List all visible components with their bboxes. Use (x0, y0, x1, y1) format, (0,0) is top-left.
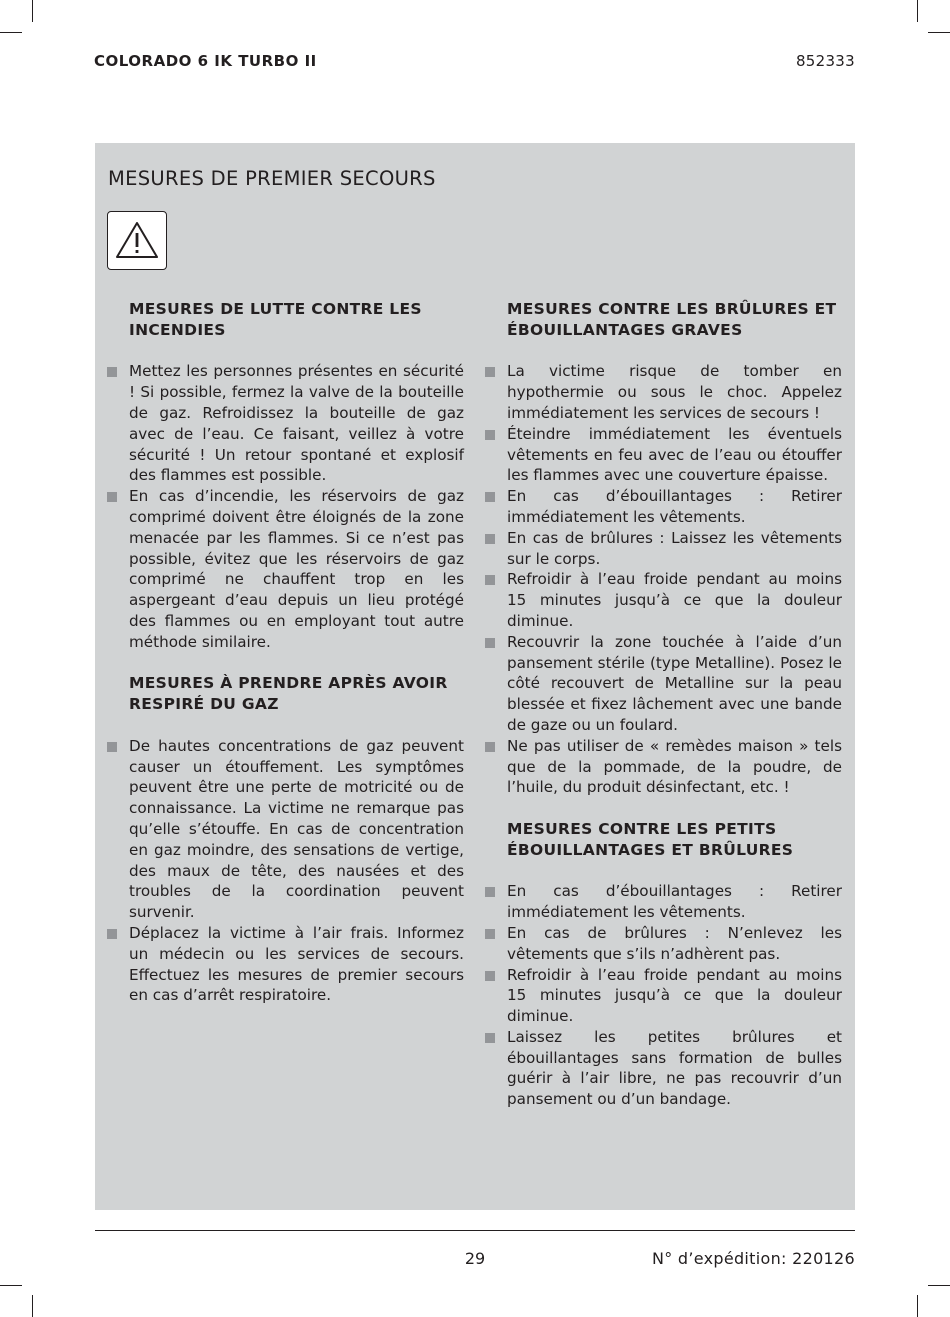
crop-mark (917, 0, 918, 22)
panel-title: MESURES DE PREMIER SECOURS (108, 167, 436, 190)
crop-mark (928, 1285, 950, 1286)
list-item: Refroidir à l’eau froide pendant au moins 15 minutes jusqu’à ce que la douleur diminue. (484, 965, 842, 1027)
right-column (484, 299, 842, 1110)
section-title (106, 673, 464, 715)
left-column (106, 299, 464, 1006)
list-item: La victime risque de tomber en hypothermie ou sous le choc. Appelez immédiatement les services de secours ! (484, 361, 842, 423)
list-item: De hautes concentrations de gaz peuvent causer un étouffement. Les symptômes peuvent être une perte de motricité ou de connaissance. La victime ne remarque pas qu’elle s’étouffe. En cas de concentration en gaz moindre, des sensations de vertige, des maux de tête, des nausées et des troubles de la coordination peuvent survenir. (106, 736, 464, 923)
section-title (484, 819, 842, 861)
section-title (106, 299, 464, 341)
shipment-number: N° d’expédition: 220126 (651, 1249, 855, 1268)
list-item: En cas d’incendie, les réservoirs de gaz comprimé doivent être éloignés de la zone menacée par les flammes. Si ce n’est pas possible, évitez que les réservoirs de gaz comprimé ne chauffent trop en les aspergeant d’eau depuis un lieu protégé des flammes ou en employant tout autre méthode similaire. (106, 486, 464, 652)
list-item: Déplacez la victime à l’air frais. Informez un médecin ou les services de secours. Effectuez les mesures de premier secours en cas d’arrêt respiratoire. (106, 923, 464, 1006)
bullet-list (106, 361, 464, 652)
bullet-list (106, 736, 464, 1006)
page-number: 29 (464, 1249, 486, 1268)
section-title-line: ÉBOUILLANTAGES ET BRÛLURES (507, 840, 794, 859)
list-item: Recouvrir la zone touchée à l’aide d’un pansement stérile (type Metalline). Posez le côté recouvert de Metalline sur la peau blessée et fixez lâchement avec une bande de gaze ou un foulard. (484, 632, 842, 736)
section-title-line: INCENDIES (129, 320, 226, 339)
list-item: En cas d’ébouillantages : Retirer immédiatement les vêtements. (484, 486, 842, 528)
header-model-name: COLORADO 6 IK TURBO II (94, 52, 317, 70)
section-title (484, 299, 842, 341)
crop-mark (0, 32, 22, 33)
section-title-line: MESURES CONTRE LES BRÛLURES ET (507, 300, 837, 318)
list-item: En cas d’ébouillantages : Retirer immédiatement les vêtements. (484, 881, 842, 923)
section-title-line: MESURES DE LUTTE CONTRE LES (129, 300, 422, 318)
list-item: En cas de brûlures : N’enlevez les vêtements que s’ils n’adhèrent pas. (484, 923, 842, 965)
crop-mark (917, 1295, 918, 1317)
list-item: Éteindre immédiatement les éventuels vêtements en feu avec de l’eau ou étouffer les flammes avec une couverture épaisse. (484, 424, 842, 486)
bullet-list (484, 881, 842, 1110)
first-aid-panel (95, 143, 855, 1210)
bullet-list (484, 361, 842, 798)
section-title-line: MESURES CONTRE LES PETITS (507, 819, 777, 838)
footer-divider (95, 1230, 855, 1231)
warning-triangle-icon (107, 211, 167, 270)
list-item: Ne pas utiliser de « remèdes maison » tels que de la pommade, de la poudre, de l’huile, du produit désinfectant, etc. ! (484, 736, 842, 798)
crop-mark (928, 32, 950, 33)
crop-mark (0, 1285, 22, 1286)
section-title-line: MESURES À PRENDRE APRÈS AVOIR (129, 674, 448, 693)
list-item: En cas de brûlures : Laissez les vêtements sur le corps. (484, 528, 842, 570)
crop-mark (32, 0, 33, 22)
section-title-line: RESPIRÉ DU GAZ (129, 695, 279, 714)
list-item: Mettez les personnes présentes en sécurité ! Si possible, fermez la valve de la bouteille de gaz. Refroidissez la bouteille de gaz avec de l’eau. Ce faisant, veillez à votre sécurité ! Un retour spontané et explosif des flammes est possible. (106, 361, 464, 486)
header-product-code: 852333 (795, 52, 855, 70)
crop-mark (32, 1295, 33, 1317)
list-item: Laissez les petites brûlures et ébouillantages sans formation de bulles guérir à l’air libre, ne pas recouvrir d’un pansement ou d’un bandage. (484, 1027, 842, 1110)
section-title-line: ÉBOUILLANTAGES GRAVES (507, 320, 743, 339)
list-item: Refroidir à l’eau froide pendant au moins 15 minutes jusqu’à ce que la douleur diminue. (484, 569, 842, 631)
